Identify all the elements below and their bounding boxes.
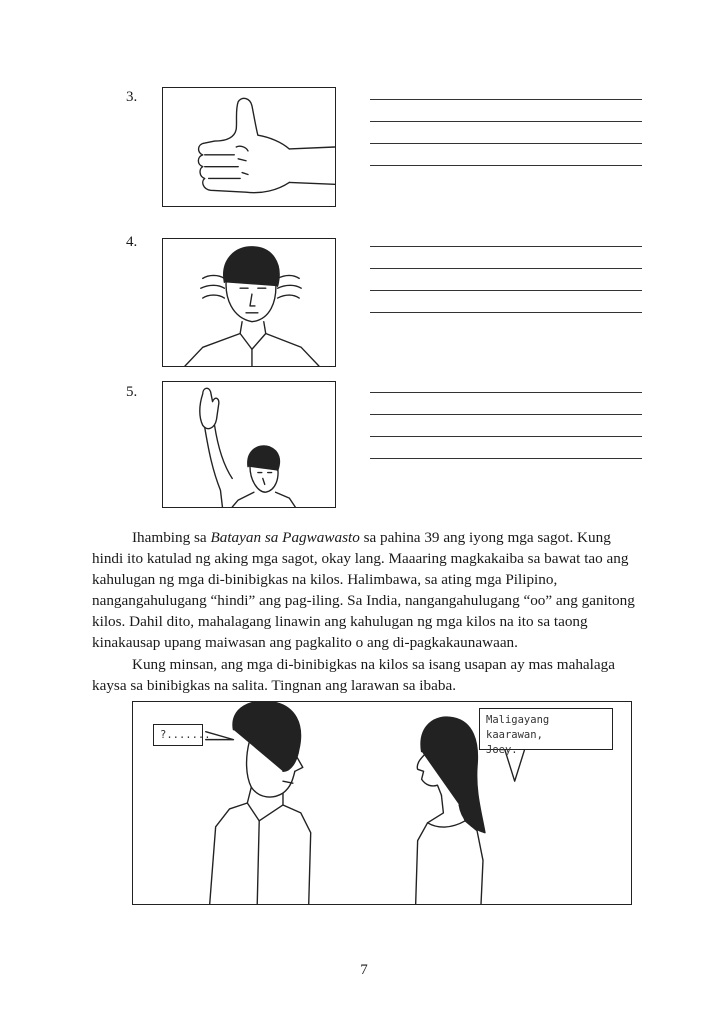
answer-lines-3[interactable]	[370, 97, 642, 166]
bubble-left-text: ?.......	[160, 729, 211, 741]
paragraph1-rest: sa pahina 39 ang iyong mga sagot. Kung hindi ito katulad ng aking mga sagot, okay lang. Maaaring magkakaiba sa bawat tao ang kahulugan ng mga di-binibigkas na kilos. Halimbawa, sa ating mga Pilipino, nangangahulugang “hindi” ang pag-iling. Sa India, nangangahulugang “oo” ang ganitong kilos. Dahil dito, mahalagang linawin ang kahulugan ng mga kilos na ito sa taong kinakausap upang maiwasan ang pagkalito o ang di-pagkakaunawaan.	[92, 529, 635, 651]
item-number-3: 3.	[126, 89, 138, 105]
speech-bubble-left	[153, 724, 211, 746]
item-number-5: 5.	[126, 384, 138, 400]
instruction-paragraph	[92, 527, 644, 653]
second-paragraph	[92, 654, 644, 696]
answer-lines-4[interactable]	[370, 244, 642, 313]
item-number-4: 4.	[126, 234, 138, 250]
bubble-right-line1: Maligayang kaarawan,	[486, 714, 550, 741]
answer-lines-5[interactable]	[370, 390, 642, 459]
thumbs-up-illustration	[162, 87, 336, 207]
page-number: 7	[360, 962, 368, 978]
speech-bubble-right	[479, 708, 613, 756]
paragraph2-text: Kung minsan, ang mga di-binibigkas na kilos sa isang usapan ay mas mahalaga kaysa sa binibigkas na salita. Tingnan ang larawan sa ibaba.	[92, 656, 615, 694]
paragraph1-lead: Ihambing sa	[132, 529, 211, 546]
bubble-right-line2: Joey.	[486, 744, 518, 756]
paragraph1-italic: Batayan sa Pagwawasto	[210, 529, 360, 546]
conversation-illustration	[132, 701, 632, 905]
head-shake-illustration	[162, 238, 336, 367]
raised-hand-illustration	[162, 381, 336, 508]
